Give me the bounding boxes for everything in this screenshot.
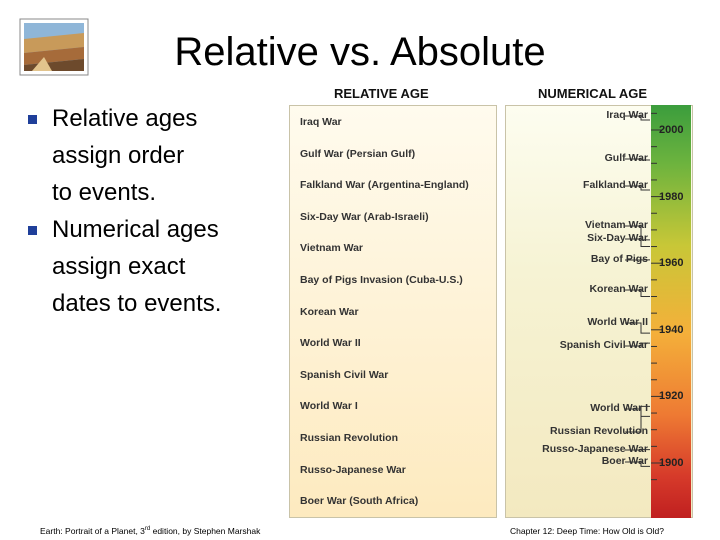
relative-event-label: Six-Day War (Arab-Israeli) — [300, 210, 429, 223]
footer-citation: Earth: Portrait of a Planet, 3rd edition, by Stephen Marshak — [40, 526, 261, 536]
numerical-age-header: NUMERICAL AGE — [538, 86, 648, 101]
relative-event-label: World War II — [300, 337, 361, 350]
numerical-event-label: Six-Day War — [587, 232, 648, 244]
numerical-event-label: Falkland War — [583, 179, 648, 191]
relative-age-header: RELATIVE AGE — [334, 86, 429, 101]
year-label: 2000 — [659, 124, 684, 136]
year-label: 1920 — [659, 390, 684, 403]
bullet-text: Relative ages assign order to events. — [52, 105, 198, 206]
relative-event-label: Korean War — [300, 305, 359, 318]
relative-event-label: World War I — [300, 400, 358, 413]
numerical-event-label: Boer War — [601, 455, 648, 467]
numerical-event-label: Russian Revolution — [549, 425, 648, 437]
relative-event-label: Iraq War — [300, 116, 342, 128]
numerical-event-label: World War I — [590, 402, 648, 414]
bullet-text: Numerical ages assign exact dates to events. — [52, 216, 222, 317]
year-label: 1960 — [659, 257, 684, 270]
numerical-event-label: Korean War — [589, 283, 648, 295]
relative-event-label: Spanish Civil War — [300, 368, 389, 381]
relative-event-label: Vietnam War — [300, 242, 364, 255]
relative-event-label: Russian Revolution — [300, 432, 399, 444]
numerical-event-label: Iraq War — [606, 109, 648, 121]
numerical-event-label: Spanish Civil War — [559, 339, 648, 351]
numerical-event-label: World War II — [587, 316, 648, 328]
relative-event-label: Falkland War (Argentina-England) — [300, 179, 469, 192]
numerical-event-label: Russo-Japanese War — [542, 443, 648, 455]
year-label: 1980 — [659, 190, 684, 203]
numerical-event-label: Bay of Pigs — [590, 253, 648, 265]
relative-event-label: Boer War (South Africa) — [300, 495, 419, 508]
slide-title: Relative vs. Absolute — [174, 30, 546, 74]
numerical-event-label: Gulf War — [604, 152, 648, 164]
relative-event-label: Russo-Japanese War — [300, 463, 406, 476]
year-label: 1900 — [659, 457, 684, 469]
relative-event-label: Gulf War (Persian Gulf) — [300, 147, 416, 160]
footer-chapter: Chapter 12: Deep Time: How Old is Old? — [510, 526, 665, 536]
year-label: 1940 — [659, 323, 684, 336]
numerical-event-label: Vietnam War — [584, 219, 648, 231]
relative-event-label: Bay of Pigs Invasion (Cuba-U.S.) — [300, 274, 463, 286]
